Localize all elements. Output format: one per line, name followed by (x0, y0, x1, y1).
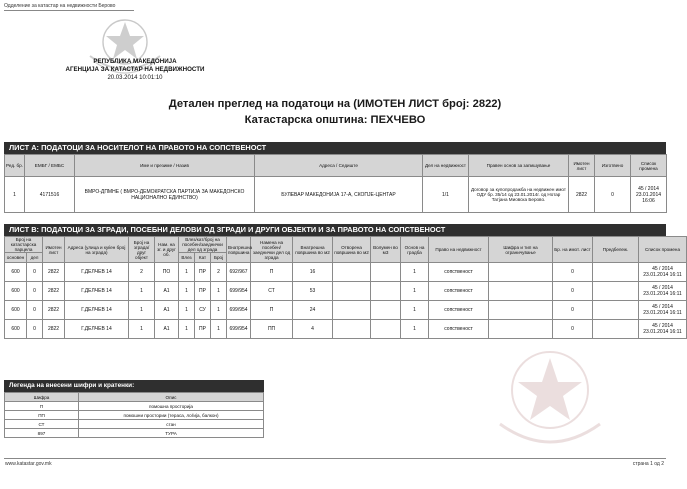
cell-addr: Г.ДЕЛЧЕВ 14 (65, 282, 129, 301)
legend-table (4, 392, 264, 438)
legend-row (5, 411, 264, 420)
section-v-heading: ЛИСТ В: ПОДАТОЦИ ЗА ЗГРАДИ, ПОСЕБНИ ДЕЛОВИ ОД ЗГРАДИ И ДРУГИ ОБЈЕКТИ И ЗА ПРАВОТО НА СОПСТВЕНОСТ (4, 224, 666, 236)
cell-addr: Г.ДЕЛЧЕВ 14 (65, 263, 129, 282)
cell-prepared: 0 (595, 177, 631, 213)
legend-heading: Легенда на внесени шифри и кратенки: (4, 380, 264, 392)
col-pred: Предбележ. (593, 237, 639, 263)
cell-name: ВМРО-ДПМНЕ ( ВМРО-ДЕМОКРАТСКА ПАРТИЈА ЗА МАКЕДОНСКО НАЦИОНАЛНО ЕДИНСТВО) (75, 177, 255, 213)
table-row (5, 320, 687, 339)
cell-changes: 45 / 2014 23.01.2014 16:06 (631, 177, 667, 213)
table-row (5, 177, 667, 213)
watermark-coat-of-arms-icon (470, 340, 630, 460)
cell-d: 0 (27, 282, 43, 301)
cell-pred (593, 301, 639, 320)
owner-table (4, 154, 667, 213)
cell-basis: Договор за купопродажба на недвижен имот ОДУ бр. 35/14 од 23.01.2014г. од Нотар Татјана Миовска Берово. (469, 177, 569, 213)
legend-col-code: Шифра (5, 393, 79, 402)
cell-zb: 2 (129, 263, 155, 282)
legend-code: СТ (5, 420, 79, 429)
cell-sifra (489, 263, 553, 282)
cell-vp: 692/967 (227, 263, 251, 282)
table-row (5, 282, 687, 301)
cell-namena: ПП (251, 320, 293, 339)
cell-vnp: 53 (293, 282, 333, 301)
cell-sifra (489, 301, 553, 320)
col-parcel-part: дел (27, 253, 43, 263)
legend-desc: ТУРА (79, 429, 264, 438)
cell-sp: 45 / 2014 23.01.2014 16:11 (639, 320, 687, 339)
cell-vl: 1 (179, 320, 195, 339)
cell-osn: 1 (401, 320, 429, 339)
cell-nam: А1 (155, 282, 179, 301)
cell-sp: 45 / 2014 23.01.2014 16:11 (639, 301, 687, 320)
cell-vp: 699/954 (227, 320, 251, 339)
cell-pravo: сопственост (429, 301, 489, 320)
cell-d: 0 (27, 320, 43, 339)
col-changes: Список промена (639, 237, 687, 263)
col-address: Адреса / Седиште (255, 155, 423, 177)
col-il: Имотен лист (43, 237, 65, 263)
cell-otv (333, 320, 371, 339)
cell-il: 2822 (43, 263, 65, 282)
footer-divider (4, 458, 666, 459)
cell-namena: П (251, 301, 293, 320)
cell-sifra (489, 282, 553, 301)
cell-vl: 1 (179, 263, 195, 282)
cell-pravo: сопственост (429, 282, 489, 301)
col-prepared: Изготвено (595, 155, 631, 177)
cell-osn: 1 (401, 301, 429, 320)
col-name: Име и презиме / Назив (75, 155, 255, 177)
cell-embs: 4171516 (25, 177, 75, 213)
legend-code: П (5, 402, 79, 411)
cell-vnp: 24 (293, 301, 333, 320)
cell-kat: СУ (195, 301, 211, 320)
cell-pred (593, 263, 639, 282)
issuer-block (40, 58, 230, 82)
cell-il: 2822 (43, 282, 65, 301)
col-share: Дел на недвижност (423, 155, 469, 177)
cell-vl: 1 (179, 301, 195, 320)
col-inner-m2: Внатрешна површина во м2 (293, 237, 333, 263)
cell-kat: ПР (195, 282, 211, 301)
table-row (5, 301, 687, 320)
agency-name: АГЕНЦИЈА ЗА КАТАСТАР НА НЕДВИЖНОСТИ (65, 66, 205, 73)
col-changes: Список промена (631, 155, 667, 177)
section-v (4, 224, 682, 339)
cell-sp: 45 / 2014 23.01.2014 16:11 (639, 263, 687, 282)
cell-il: 2822 (43, 301, 65, 320)
cell-bil: 0 (553, 282, 593, 301)
legend-row (5, 420, 264, 429)
legend-desc: помошна просторија (79, 402, 264, 411)
cell-namena: СТ (251, 282, 293, 301)
col-entrance: Влез (179, 253, 195, 263)
cell-osn: 1 (401, 282, 429, 301)
cell-nam: ПО (155, 263, 179, 282)
cell-zb: 1 (129, 320, 155, 339)
cell-br: 1 (211, 301, 227, 320)
cell-pravo: сопственост (429, 263, 489, 282)
header-divider (4, 10, 134, 11)
cell-vp: 699/954 (227, 282, 251, 301)
cell-vol (371, 282, 401, 301)
col-open-m2: Отворена површина во м2 (333, 237, 371, 263)
cell-rb: 1 (5, 177, 25, 213)
cell-kat: ПР (195, 320, 211, 339)
cell-sifra (489, 320, 553, 339)
cell-il: 2822 (569, 177, 595, 213)
page-number: страна 1 од 2 (632, 461, 664, 467)
cell-vol (371, 301, 401, 320)
cell-kat: ПР (195, 263, 211, 282)
legend-code: 897 (5, 429, 79, 438)
cell-il: 2822 (43, 320, 65, 339)
cell-pred (593, 320, 639, 339)
col-bil: Бр. на имот. лист (553, 237, 593, 263)
cell-p: 600 (5, 320, 27, 339)
col-restriction: Шифра и тип на ограничување (489, 237, 553, 263)
col-purpose: Нам. на зг. и друг об. (155, 237, 179, 263)
col-right: Право на недвижност (429, 237, 489, 263)
buildings-table (4, 236, 687, 339)
footer-website: www.katastar.gov.mk (5, 461, 52, 467)
document-title: Детален преглед на податоци на (ИМОТЕН ЛИСТ број: 2822) (168, 98, 502, 110)
cell-addr: Г.ДЕЛЧЕВ 14 (65, 320, 129, 339)
col-rb: Ред. бр. (5, 155, 25, 177)
cell-nam: А1 (155, 301, 179, 320)
col-volume: Волумен во м3 (371, 237, 401, 263)
cell-bil: 0 (553, 320, 593, 339)
table-row (5, 263, 687, 282)
col-parcel-group: Број на катастарска парцела (5, 237, 43, 253)
section-a (4, 142, 666, 213)
legend-code: ПП (5, 411, 79, 420)
col-address: Адреса (улица и куќен број на зграда) (65, 237, 129, 263)
cell-p: 600 (5, 263, 27, 282)
cell-sp: 45 / 2014 23.01.2014 16:11 (639, 282, 687, 301)
cell-p: 600 (5, 301, 27, 320)
col-part-purpose: Намена на посебен/заеднички дел од зграда (251, 237, 293, 263)
cell-zb: 1 (129, 282, 155, 301)
cell-vl: 1 (179, 282, 195, 301)
col-basis: Основ на градба (401, 237, 429, 263)
cell-br: 1 (211, 282, 227, 301)
cell-vol (371, 320, 401, 339)
cell-p: 600 (5, 282, 27, 301)
cell-br: 2 (211, 263, 227, 282)
legend-row (5, 402, 264, 411)
cell-vp: 699/954 (227, 301, 251, 320)
col-embs: ЕМБГ / ЕМБС (25, 155, 75, 177)
legend (4, 380, 264, 438)
cell-bil: 0 (553, 301, 593, 320)
legend-col-desc: Опис (79, 393, 264, 402)
col-floors-group: Влез/кат/број на посебен/заеднички дел од зграда (179, 237, 227, 253)
cell-br: 1 (211, 320, 227, 339)
col-floor: Кат (195, 253, 211, 263)
col-inner-area: Внатрешна површина (227, 237, 251, 263)
cell-nam: А1 (155, 320, 179, 339)
col-il: Имотен лист (569, 155, 595, 177)
legend-desc: помошни простории (тераса, лоѓија, балкон) (79, 411, 264, 420)
cadastral-municipality: Катастарска општина: ПЕХЧЕВО (244, 114, 426, 126)
legend-row (5, 429, 264, 438)
col-basis: Правен основ за запишување (469, 155, 569, 177)
col-building-no: Број на зграда/друг објект (129, 237, 155, 263)
agency-department-line: Одделение за катастар на недвижности Берово (4, 3, 116, 9)
cell-namena: П (251, 263, 293, 282)
cell-otv (333, 263, 371, 282)
col-parcel-main: основен (5, 253, 27, 263)
cell-share: 1/1 (423, 177, 469, 213)
cell-vnp: 16 (293, 263, 333, 282)
cell-d: 0 (27, 301, 43, 320)
issue-timestamp: 20.03.2014 10:01:10 (107, 75, 163, 81)
cell-otv (333, 282, 371, 301)
col-number: Број (211, 253, 227, 263)
cell-pred (593, 282, 639, 301)
cell-bil: 0 (553, 263, 593, 282)
cell-vnp: 4 (293, 320, 333, 339)
cell-zb: 1 (129, 301, 155, 320)
cell-d: 0 (27, 263, 43, 282)
republic-name: РЕПУБЛИКА МАКЕДОНИЈА (93, 58, 177, 65)
cell-address: БУЛЕВАР МАКЕДОНИЈА 17-А, СКОПЈЕ-ЦЕНТАР (255, 177, 423, 213)
section-a-heading: ЛИСТ А: ПОДАТОЦИ ЗА НОСИТЕЛОТ НА ПРАВОТО НА СОПСТВЕНОСТ (4, 142, 666, 154)
cell-vol (371, 263, 401, 282)
cell-addr: Г.ДЕЛЧЕВ 14 (65, 301, 129, 320)
legend-desc: стан (79, 420, 264, 429)
cell-otv (333, 301, 371, 320)
cell-pravo: сопственост (429, 320, 489, 339)
cell-osn: 1 (401, 263, 429, 282)
